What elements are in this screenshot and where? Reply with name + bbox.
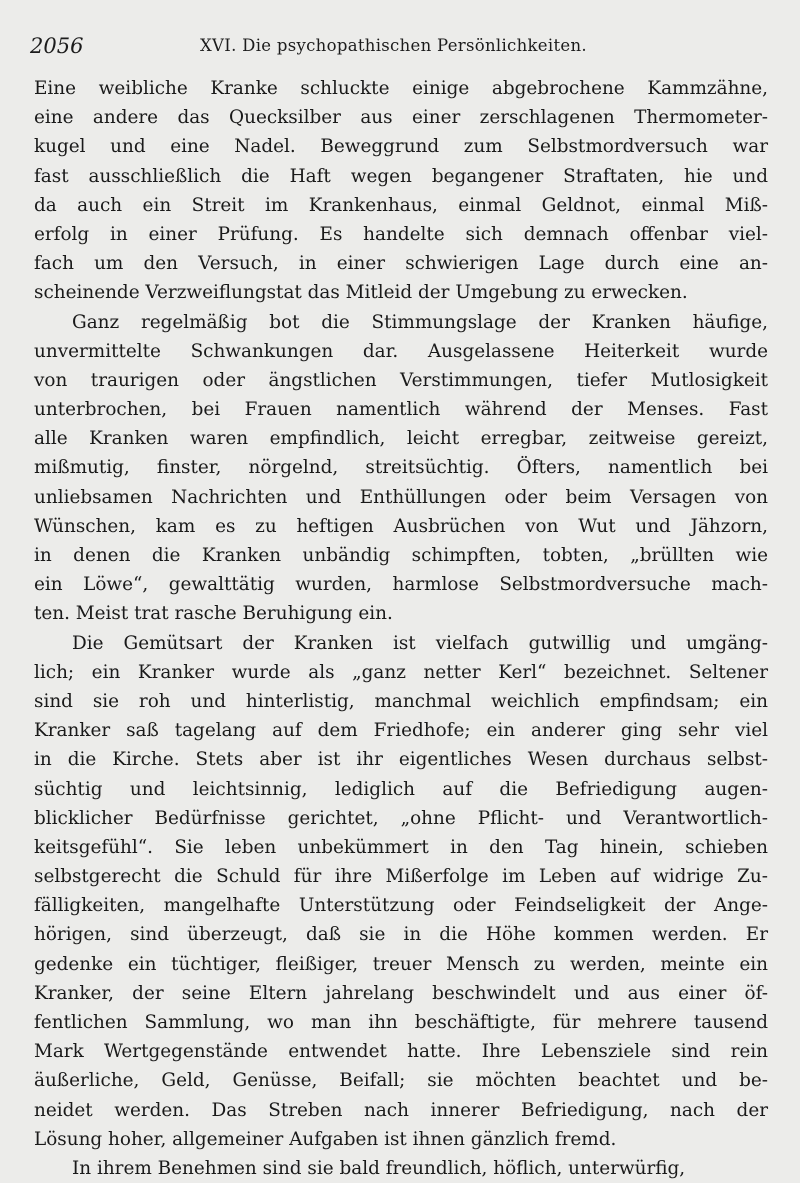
paragraph [34,308,768,629]
page-number: 2056 [30,34,84,58]
text-line: fälligkeiten, mangelhafte Unterstützung oder Feindseligkeit der Ange- [34,895,768,917]
text-line: da auch ein Streit im Krankenhaus, einmal Geldnot, einmal Miß- [34,194,768,216]
text-line: Wünschen, kam es zu heftigen Ausbrüchen von Wut und Jähzorn, [34,515,768,537]
text-line: gedenke ein tüchtiger, fleißiger, treuer Mensch zu werden, meinte ein [34,953,768,975]
running-title: XVI. Die psychopathischen Persönlichkeiten. [200,36,587,55]
text-line: blicklicher Bedürfnisse gerichtet, „ohne Pflicht- und Verantwortlich- [34,807,768,829]
text-line: fentlichen Sammlung, wo man ihn beschäftigte, für mehrere tausend [34,1012,768,1033]
body-text [34,74,768,1183]
text-line: hörigen, sind überzeugt, daß sie in die Höhe kommen werden. Er [34,924,768,946]
text-line: selbstgerecht die Schuld für ihre Mißerfolge im Leben auf widrige Zu- [34,866,768,888]
text-line: unterbrochen, bei Frauen namentlich während der Menses. Fast [34,399,768,421]
text-line: Mark Wertgegenstände entwendet hatte. Ihre Lebensziele sind rein [34,1041,768,1063]
text-line: in die Kirche. Stets aber ist ihr eigentliches Wesen durchaus selbst- [34,749,768,771]
paragraph [34,74,768,308]
text-line: lich; ein Kranker wurde als „ganz netter Kerl“ bezeichnet. Seltener [34,661,768,683]
paragraph [34,629,768,1154]
text-line: Kranker saß tagelang auf dem Friedhofe; ein anderer ging sehr viel [34,720,768,742]
text-line: Lösung hoher, allgemeiner Aufgaben ist ihnen gänzlich fremd. [34,1128,617,1150]
text-line: unliebsamen Nachrichten und Enthüllungen oder beim Versagen von [34,486,768,508]
text-line: unvermittelte Schwankungen dar. Ausgelassene Heiterkeit wurde [34,340,768,362]
text-line: Die Gemütsart der Kranken ist vielfach gutwillig und umgäng- [72,632,768,654]
text-line: erfolg in einer Prüfung. Es handelte sich demnach offenbar viel- [34,223,768,245]
text-line: In ihrem Benehmen sind sie bald freundlich, höflich, unterwürfig, [72,1157,686,1179]
page-header [30,34,770,62]
text-line: süchtig und leichtsinnig, lediglich auf die Befriedigung augen- [34,778,768,800]
text-line: eine andere das Quecksilber aus einer zerschlagenen Thermometer- [34,107,768,129]
text-line: neidet werden. Das Streben nach innerer Befriedigung, nach der [34,1099,768,1121]
text-line: Ganz regelmäßig bot die Stimmungslage der Kranken häufige, [72,311,768,333]
text-line: äußerliche, Geld, Genüsse, Beifall; sie möchten beachtet und be- [34,1070,768,1092]
text-line: fach um den Versuch, in einer schwierigen Lage durch eine an- [34,253,768,275]
text-line: fast ausschließlich die Haft wegen begangener Straftaten, hie und [34,165,768,187]
text-line: kugel und eine Nadel. Beweggrund zum Selbstmordversuch war [34,136,768,158]
text-line: keitsgefühl“. Sie leben unbekümmert in den Tag hinein, schieben [34,836,768,858]
text-line: Kranker, der seine Eltern jahrelang beschwindelt und aus einer öf- [34,982,768,1004]
text-line: in denen die Kranken unbändig schimpften, tobten, „brüllten wie [34,545,768,566]
text-line: mißmutig, finster, nörgelnd, streitsüchtig. Öfters, namentlich bei [34,457,768,479]
text-line: ten. Meist trat rasche Beruhigung ein. [34,603,393,625]
text-line: Eine weibliche Kranke schluckte einige abgebrochene Kammzähne, [34,78,768,99]
text-line: sind sie roh und hinterlistig, manchmal weichlich empfindsam; ein [34,690,768,712]
text-line: scheinende Verzweiflungstat das Mitleid der Umgebung zu erwecken. [34,282,688,304]
paragraph [34,1154,768,1183]
text-line: ein Löwe“, gewalttätig wurden, harmlose Selbstmordversuche mach- [34,574,768,596]
text-line: alle Kranken waren empfindlich, leicht erregbar, zeitweise gereizt, [34,428,768,450]
text-line: von traurigen oder ängstlichen Verstimmungen, tiefer Mutlosigkeit [34,369,768,391]
